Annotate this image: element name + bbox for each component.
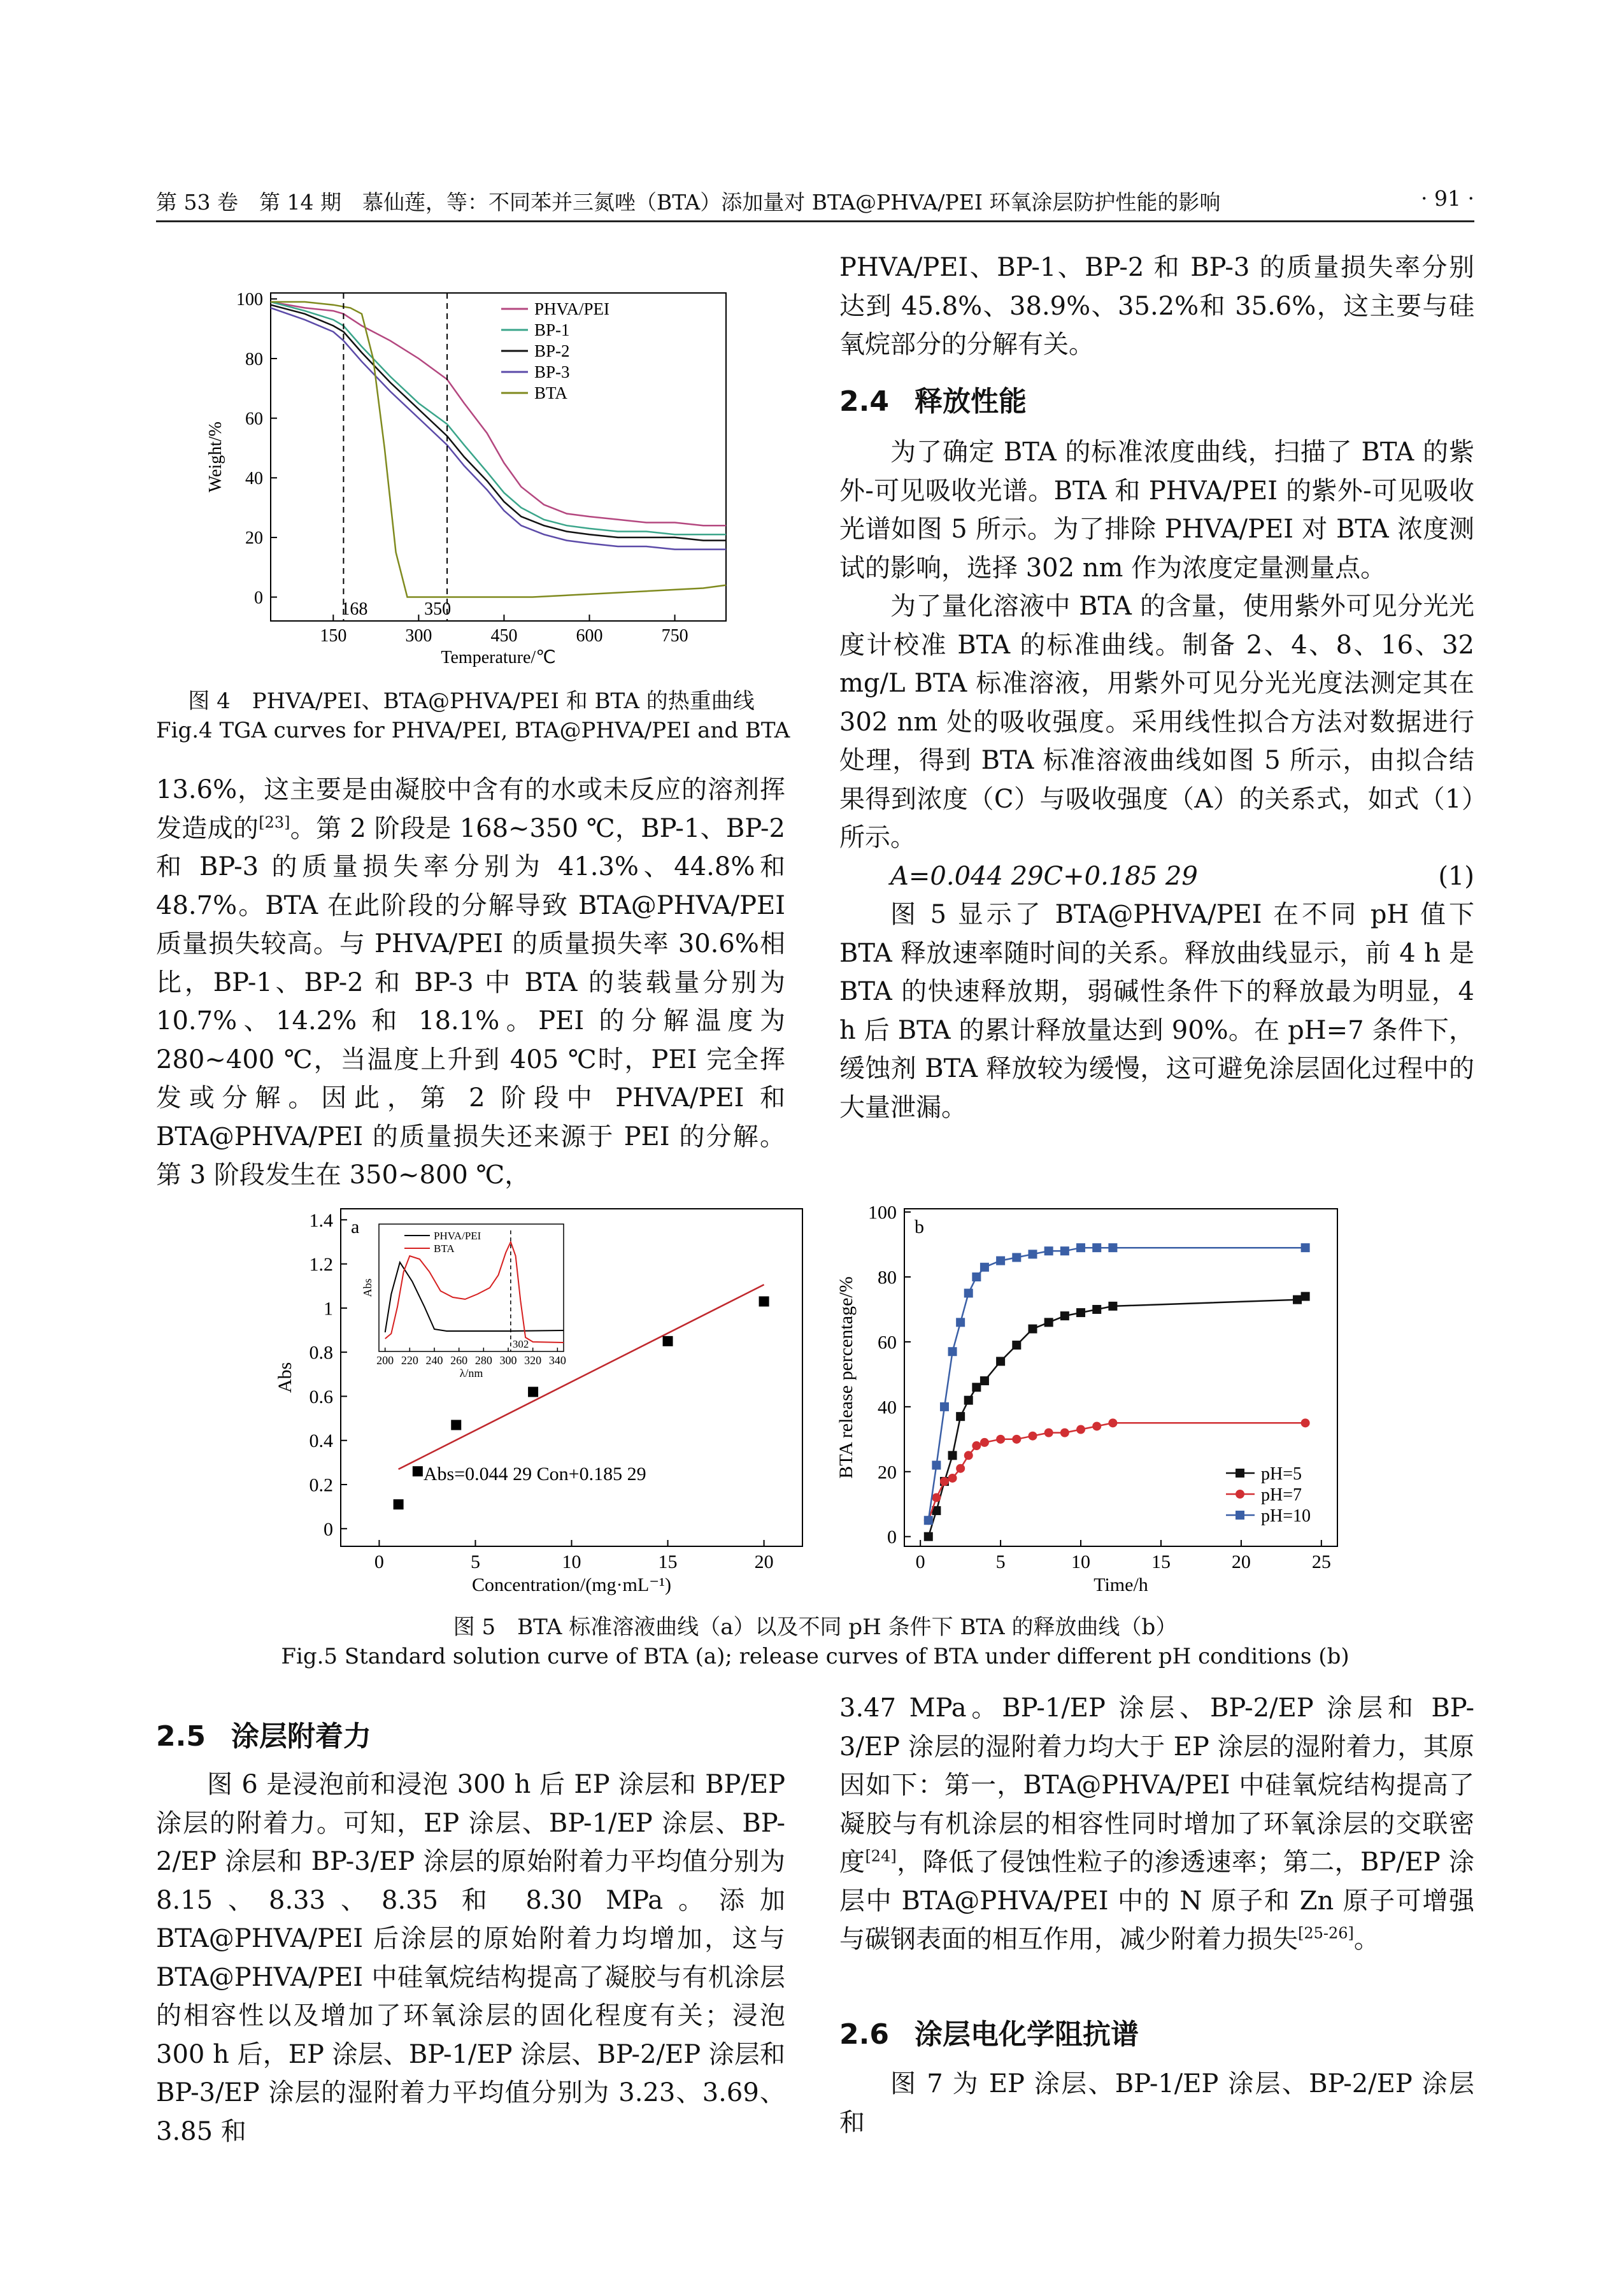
inset-marker-label: 302 xyxy=(512,1338,529,1350)
y-tick-label: 100 xyxy=(236,290,263,310)
data-point-ph-10 xyxy=(932,1461,941,1470)
inset-x-axis-label: λ/nm xyxy=(459,1367,483,1379)
inset-legend-label: PHVA/PEI xyxy=(434,1230,481,1242)
y-tick-label: 60 xyxy=(245,409,263,429)
data-point-ph-10 xyxy=(1044,1246,1053,1255)
x-axis-label: Concentration/(mg·mL⁻¹) xyxy=(471,1574,672,1595)
x-tick-label: 5 xyxy=(995,1551,1006,1572)
x-tick-label: 10 xyxy=(562,1551,581,1572)
tga-chart xyxy=(191,267,764,681)
paragraph: 图 6 是浸泡前和浸泡 300 h 后 EP 涂层和 BP/EP 涂层的附着力。可知，EP 涂层、BP-1/EP 涂层、BP-2/EP 涂层和 BP-3/EP 涂层的原始附着力平均值分别为 8.15、8.33、8.35 和 8.30 MPa。添加 BTA@PHVA/PEI 后涂层的原始附着力均增加，这与 BTA@PHVA/PEI 中硅氧烷结构提高了凝胶与有机涂层的相容性以及增加了环氧涂层的固化程度有关；浸泡 300 h 后，EP 涂层、BP-1/EP 涂层、BP-2/EP 涂层和 BP-3/EP 涂层的湿附着力平均值分别为 3.23、3.69、3.85 和 xyxy=(156,1770,785,2146)
series-line-phva-pei xyxy=(271,302,726,525)
inset-x-tick-label: 240 xyxy=(425,1354,443,1367)
y-tick-label: 40 xyxy=(245,469,263,489)
series-line-bta xyxy=(271,302,726,597)
panel-letter-a: a xyxy=(351,1216,360,1237)
right-column-top xyxy=(839,248,1474,364)
y-tick-label: 0.4 xyxy=(309,1430,333,1452)
data-point-ph-5 xyxy=(1301,1292,1310,1301)
x-axis-label: Time/h xyxy=(1093,1574,1148,1595)
paragraph: 图 7 为 EP 涂层、BP-1/EP 涂层、BP-2/EP 涂层和 xyxy=(839,2069,1474,2137)
paragraph: PHVA/PEI、BP-1、BP-2 和 BP-3 的质量损失率分别达到 45.8%、38.9%、35.2%和 35.6%，这主要与硅氧烷部分的分解有关。 xyxy=(839,253,1474,359)
section-number: 2.5 xyxy=(156,1720,206,1753)
y-tick-label: 1.2 xyxy=(309,1254,333,1276)
paragraph: 图 5 显示了 BTA@PHVA/PEI 在不同 pH 值下 BTA 释放速率随时间的关系。释放曲线显示，前 4 h 是 BTA 的快速释放期，弱碱性条件下的释放最为明显，4 h 后 BTA 的累计释放量达到 90%。在 pH=7 条件下，缓蚀剂 BTA 释放较为缓慢，这可避免涂层固化过程中的大量泄漏。 xyxy=(839,900,1474,1122)
fit-equation-label: Abs=0.044 29 Con+0.185 29 xyxy=(423,1464,646,1485)
inset-x-tick-label: 300 xyxy=(499,1354,517,1367)
figure-5-caption xyxy=(156,1613,1474,1671)
data-point xyxy=(759,1296,769,1306)
x-tick-label: 25 xyxy=(1311,1551,1331,1572)
paragraph: 为了确定 BTA 的标准浓度曲线，扫描了 BTA 的紫外-可见吸收光谱。BTA 和 PHVA/PEI 的紫外-可见吸收光谱如图 5 所示。为了排除 PHVA/PEI 对 BTA 浓度测试的影响，选择 302 nm 作为浓度定量测量点。 xyxy=(839,438,1474,583)
data-point-ph-5 xyxy=(1076,1308,1085,1317)
paragraph xyxy=(839,1689,1474,1959)
data-point-ph-10 xyxy=(1028,1250,1037,1258)
right-column-tail xyxy=(839,2065,1474,2142)
header-journal-info: 第 53 卷 第 14 期 慕仙莲，等：不同苯并三氮唑（BTA）添加量对 BTA@PHVA/PEI 环氧涂层防护性能的影响 xyxy=(156,190,1221,215)
data-point-ph-10 xyxy=(1012,1253,1021,1262)
data-point-ph-7 xyxy=(956,1464,965,1473)
series-line-ph-7 xyxy=(929,1423,1306,1520)
header-rule xyxy=(156,220,1474,222)
section-number: 2.6 xyxy=(839,2018,889,2051)
data-point-ph-7 xyxy=(948,1474,957,1483)
x-tick-label: 300 xyxy=(405,626,432,646)
data-point-ph-7 xyxy=(1060,1429,1069,1437)
section-number: 2.4 xyxy=(839,385,889,418)
data-point xyxy=(451,1420,461,1430)
x-tick-label: 750 xyxy=(661,626,688,646)
figure-5-caption-en: Fig.5 Standard solution curve of BTA (a); release curves of BTA under different pH conditions (b) xyxy=(281,1644,1350,1669)
legend-marker xyxy=(1236,1511,1244,1520)
x-axis-label: Temperature/℃ xyxy=(441,648,556,667)
data-point-ph-7 xyxy=(1076,1425,1085,1434)
y-tick-label: 0.6 xyxy=(309,1386,333,1407)
text-run: 。 xyxy=(1353,1925,1379,1954)
data-point-ph-7 xyxy=(1028,1432,1037,1441)
text-run: ，降低了侵蚀性粒子的渗透速率；第二，BP/EP 涂层中 BTA@PHVA/PEI 中的 N 原子和 Zn 原子可增强与碳钢表面的相互作用，减少附着力损失 xyxy=(839,1848,1474,1954)
y-tick-label: 0.8 xyxy=(309,1342,333,1364)
data-point-ph-7 xyxy=(932,1493,941,1502)
citation: [23] xyxy=(259,813,290,832)
legend-marker xyxy=(1236,1490,1244,1499)
data-point xyxy=(413,1466,423,1476)
inset-x-tick-label: 200 xyxy=(376,1354,394,1367)
data-point-ph-5 xyxy=(956,1412,965,1421)
equation-number: (1) xyxy=(1438,861,1474,891)
data-point-ph-5 xyxy=(1092,1305,1101,1314)
section-title: 涂层附着力 xyxy=(231,1720,371,1753)
y-tick-label: 100 xyxy=(868,1202,897,1223)
citation: [24] xyxy=(865,1847,897,1865)
y-tick-label: 20 xyxy=(878,1462,897,1483)
data-point-ph-7 xyxy=(1108,1418,1117,1427)
data-point-ph-10 xyxy=(1301,1243,1310,1252)
figure-5-caption-cn: 图 5 BTA 标准溶液曲线（a）以及不同 pH 条件下 BTA 的释放曲线（b） xyxy=(453,1614,1178,1640)
paragraph xyxy=(156,771,785,1195)
equation-text: A=0.044 29C+0.185 29 xyxy=(890,861,1198,891)
figure-4-caption-cn: 图 4 PHVA/PEI、BTA@PHVA/PEI 和 BTA 的热重曲线 xyxy=(188,688,755,714)
right-column-release xyxy=(839,433,1474,1127)
inset-x-tick-label: 320 xyxy=(524,1354,542,1367)
x-tick-label: 15 xyxy=(658,1551,678,1572)
y-axis-label: Abs xyxy=(274,1362,296,1393)
data-point-ph-10 xyxy=(996,1257,1005,1265)
data-point xyxy=(394,1499,404,1509)
x-tick-label: 0 xyxy=(915,1551,925,1572)
release-curve-chart xyxy=(822,1191,1382,1611)
data-point-ph-5 xyxy=(996,1357,1005,1366)
data-point-ph-10 xyxy=(948,1347,957,1356)
data-point-ph-7 xyxy=(964,1451,973,1460)
section-title: 涂层电化学阻抗谱 xyxy=(914,2018,1139,2051)
figure-4-caption-en: Fig.4 TGA curves for PHVA/PEI, BTA@PHVA/PEI and BTA xyxy=(156,718,790,743)
data-point-ph-5 xyxy=(1293,1295,1302,1304)
data-point-ph-5 xyxy=(972,1383,981,1392)
data-point-ph-10 xyxy=(924,1516,933,1525)
text-run: 13.6%，这主要是由凝胶中含有的水或未反应的溶剂挥发造成的 xyxy=(156,775,785,843)
data-point-ph-5 xyxy=(964,1396,973,1405)
x-tick-label: 0 xyxy=(374,1551,384,1572)
data-point-ph-7 xyxy=(1092,1421,1101,1430)
data-point-ph-5 xyxy=(1028,1325,1037,1334)
standard-curve-chart xyxy=(267,1191,828,1611)
equation-1 xyxy=(839,857,1474,896)
inset-x-tick-label: 260 xyxy=(450,1354,468,1367)
inset-x-tick-label: 340 xyxy=(548,1354,566,1367)
legend-label: pH=10 xyxy=(1261,1506,1311,1526)
legend-label: BP-2 xyxy=(534,341,570,360)
legend-label: BP-3 xyxy=(534,362,570,381)
page-number: · 91 · xyxy=(1421,186,1474,211)
y-tick-label: 80 xyxy=(245,349,263,369)
left-column-top xyxy=(156,771,785,1195)
data-point-ph-7 xyxy=(980,1438,989,1447)
data-point xyxy=(663,1336,673,1346)
y-tick-label: 60 xyxy=(878,1332,897,1353)
y-tick-label: 0 xyxy=(254,588,263,608)
section-heading-2-4 xyxy=(839,378,1027,419)
data-point-ph-5 xyxy=(1108,1302,1117,1311)
legend-label: pH=7 xyxy=(1261,1485,1302,1505)
series-line-bp-3 xyxy=(271,308,726,549)
inset-legend-label: BTA xyxy=(434,1243,455,1255)
data-point-ph-5 xyxy=(1044,1318,1053,1327)
data-point-ph-7 xyxy=(1301,1418,1310,1427)
data-point-ph-7 xyxy=(972,1441,981,1450)
inset-x-tick-label: 220 xyxy=(401,1354,418,1367)
series-line-bp-2 xyxy=(271,305,726,541)
figure-5a xyxy=(267,1191,828,1611)
running-header xyxy=(156,181,1474,214)
y-tick-label: 1.4 xyxy=(309,1209,333,1231)
data-point-ph-10 xyxy=(1060,1246,1069,1255)
x-tick-label: 10 xyxy=(1071,1551,1091,1572)
data-point-ph-7 xyxy=(1012,1435,1021,1444)
figure-5b xyxy=(822,1191,1382,1611)
plot-frame xyxy=(271,293,726,621)
y-tick-label: 20 xyxy=(245,528,263,548)
data-point-ph-10 xyxy=(940,1402,949,1411)
legend-marker xyxy=(1236,1469,1244,1478)
data-point-ph-10 xyxy=(964,1289,973,1298)
citation: [25-26] xyxy=(1298,1924,1354,1942)
figure-4-caption xyxy=(156,687,790,745)
data-point-ph-7 xyxy=(996,1435,1005,1444)
data-point-ph-10 xyxy=(980,1263,989,1272)
y-axis-label: Weight/% xyxy=(206,421,225,493)
y-axis-label: BTA release percentage/% xyxy=(836,1276,857,1479)
legend-label: pH=5 xyxy=(1261,1464,1302,1484)
data-point-ph-10 xyxy=(1092,1243,1101,1252)
left-column-bottom xyxy=(156,1765,785,2151)
x-tick-label: 450 xyxy=(490,626,518,646)
inset-frame xyxy=(379,1224,564,1351)
data-point-ph-7 xyxy=(940,1477,949,1486)
x-tick-label: 600 xyxy=(576,626,603,646)
data-point-ph-5 xyxy=(1060,1311,1069,1320)
y-tick-label: 0.2 xyxy=(309,1474,333,1496)
data-point-ph-5 xyxy=(980,1376,989,1385)
data-point xyxy=(528,1387,538,1397)
section-heading-2-5 xyxy=(156,1713,371,1754)
marker-label-350: 350 xyxy=(424,599,452,619)
legend-label: BTA xyxy=(534,383,567,403)
marker-label-168: 168 xyxy=(341,599,368,619)
text-run: 3.47 MPa。BP-1/EP 涂层、BP-2/EP 涂层和 BP-3/EP 涂层的湿附着力均大于 EP 涂层的湿附着力，其原因如下：第一，BTA@PHVA/PEI 中硅氧烷结构提高了凝胶与有机涂层的相容性同时增加了环氧涂层的交联密度 xyxy=(839,1693,1474,1877)
data-point-ph-5 xyxy=(1012,1341,1021,1350)
section-heading-2-6 xyxy=(839,2011,1139,2052)
series-line-ph-5 xyxy=(929,1297,1306,1537)
inset-x-tick-label: 280 xyxy=(474,1354,492,1367)
data-point-ph-7 xyxy=(1044,1429,1053,1437)
right-column-bottom xyxy=(839,1689,1474,1959)
section-title: 释放性能 xyxy=(914,385,1027,418)
x-tick-label: 20 xyxy=(754,1551,774,1572)
y-tick-label: 80 xyxy=(878,1267,897,1288)
inset-y-axis-label: Abs xyxy=(361,1278,374,1297)
paragraph: 为了量化溶液中 BTA 的含量，使用紫外可见分光光度计校准 BTA 的标准曲线。制备 2、4、8、16、32 mg/L BTA 标准溶液，用紫外可见分光光度法测定其在 302 nm 处的吸收强度。采用线性拟合方法对数据进行处理，得到 BTA 标准溶液曲线如图 5 所示，由拟合结果得到浓度（C）与吸收强度（A）的关系式，如式（1）所示。 xyxy=(839,592,1474,852)
legend-label: PHVA/PEI xyxy=(534,299,610,318)
data-point-ph-10 xyxy=(956,1318,965,1327)
y-tick-label: 1 xyxy=(324,1298,333,1320)
y-tick-label: 40 xyxy=(878,1397,897,1418)
data-point-ph-10 xyxy=(1076,1243,1085,1252)
x-tick-label: 20 xyxy=(1231,1551,1251,1572)
y-tick-label: 0 xyxy=(887,1527,897,1548)
y-tick-label: 0 xyxy=(324,1518,333,1540)
data-point-ph-5 xyxy=(948,1451,957,1460)
data-point-ph-10 xyxy=(1108,1243,1117,1252)
figure-4 xyxy=(191,267,764,681)
x-tick-label: 15 xyxy=(1151,1551,1171,1572)
legend-label: BP-1 xyxy=(534,320,570,339)
text-run: 。第 2 阶段是 168~350 ℃，BP-1、BP-2 和 BP-3 的质量损失率分别为 41.3%、44.8%和 48.7%。BTA 在此阶段的分解导致 BTA@PHVA/PEI 质量损失较高。与 PHVA/PEI 的质量损失率 30.6%相比，BP-1、BP-2 和 BP-3 中 BTA 的装载量分别为 10.7%、14.2% 和 18.1%。PEI 的分解温度为 280~400 ℃，当温度上升到 405 ℃时，PEI 完全挥发或分解。因此，第 2 阶段中 PHVA/PEI 和 BTA@PHVA/PEI 的质量损失还来源于 PEI 的分解。第 3 阶段发生在 350~800 ℃， xyxy=(156,813,786,1190)
x-tick-label: 5 xyxy=(470,1551,480,1572)
panel-letter-b: b xyxy=(915,1216,924,1237)
x-tick-label: 150 xyxy=(320,626,347,646)
data-point-ph-5 xyxy=(924,1532,933,1541)
data-point-ph-10 xyxy=(972,1272,981,1281)
